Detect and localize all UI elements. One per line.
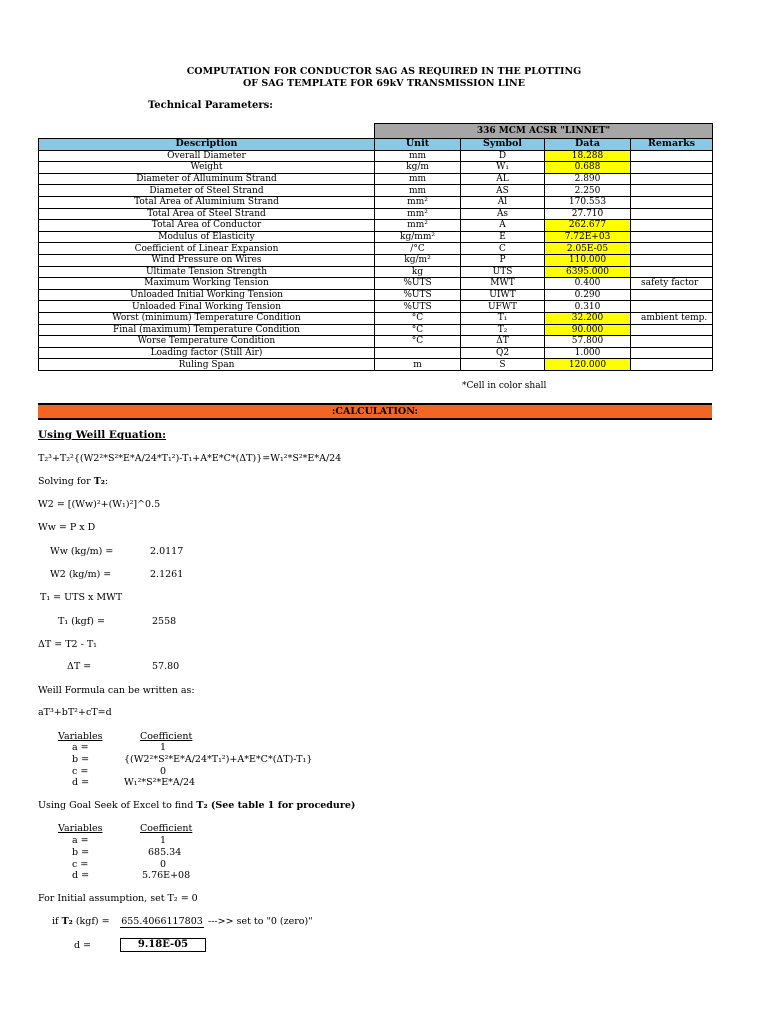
row-remarks — [631, 162, 713, 174]
row-remarks — [631, 254, 713, 266]
t1-value: 2558 — [152, 616, 177, 627]
written-as: Weill Formula can be written as: — [38, 685, 195, 696]
parameters-table — [38, 123, 713, 371]
row-description: Total Area of Steel Strand — [39, 208, 375, 220]
header-data: Data — [545, 139, 631, 151]
row-symbol: AS — [461, 185, 545, 197]
row-data: 120.000 — [545, 359, 631, 371]
table-row — [39, 231, 713, 243]
header-unit: Unit — [375, 139, 461, 151]
t1-var-b: b = — [72, 754, 90, 765]
if-var: T₂ — [61, 916, 73, 927]
row-remarks — [631, 347, 713, 359]
row-description: Overall Diameter — [39, 150, 375, 162]
row-symbol: Al — [461, 196, 545, 208]
conductor-header: 336 MCM ACSR "LINNET" — [375, 124, 713, 139]
weill-equation: T₂³+T₂²{(W2²*S²*E*A/24*T₁²)-T₁+A*E*C*(ΔT)}=W₁²*S²*E*A/24 — [38, 453, 342, 464]
row-description: Unloaded Final Working Tension — [39, 301, 375, 313]
row-unit: kg/m² — [375, 254, 461, 266]
table-row — [39, 301, 713, 313]
row-unit: kg/m — [375, 162, 461, 174]
table-row — [39, 347, 713, 359]
d-value-box: 9.18E-05 — [120, 938, 206, 952]
row-unit: °C — [375, 336, 461, 348]
goal-seek-bold: T₂ (See table 1 for procedure) — [196, 800, 356, 811]
table-row — [39, 278, 713, 290]
row-remarks — [631, 173, 713, 185]
row-data: 1.000 — [545, 347, 631, 359]
row-unit: %UTS — [375, 301, 461, 313]
t1-var-d: d = — [72, 777, 90, 788]
technical-parameters-heading: Technical Parameters: — [148, 100, 273, 111]
row-description: Maximum Working Tension — [39, 278, 375, 290]
t2-col-coefficient: Coefficient — [140, 823, 193, 834]
row-symbol: As — [461, 208, 545, 220]
title-line-1: COMPUTATION FOR CONDUCTOR SAG AS REQUIRED IN THE PLOTTING — [186, 66, 582, 77]
t2-var-a: a = — [72, 835, 89, 846]
row-data: 2.890 — [545, 173, 631, 185]
t1-coef-d: W₁²*S²*E*A/24 — [124, 777, 196, 788]
row-data: 2.05E-05 — [545, 243, 631, 255]
t2-coef-d: 5.76E+08 — [142, 870, 191, 881]
row-description: Total Area of Conductor — [39, 220, 375, 232]
row-symbol: P — [461, 254, 545, 266]
row-unit: /°C — [375, 243, 461, 255]
t1-coef-c: 0 — [160, 766, 167, 777]
row-data: 0.290 — [545, 289, 631, 301]
row-data: 27.710 — [545, 208, 631, 220]
row-symbol: T₁ — [461, 312, 545, 324]
t1-col-coefficient: Coefficient — [140, 731, 193, 742]
row-symbol: ΔT — [461, 336, 545, 348]
row-unit — [375, 347, 461, 359]
row-remarks — [631, 359, 713, 371]
row-description: Unloaded Initial Working Tension — [39, 289, 375, 301]
row-data: 18.288 — [545, 150, 631, 162]
dt-value: 57.80 — [152, 661, 180, 672]
row-description: Ultimate Tension Strength — [39, 266, 375, 278]
title-line-2: OF SAG TEMPLATE FOR 69kV TRANSMISSION LINE — [243, 78, 525, 89]
if-suffix: (kgf) = — [72, 916, 110, 927]
row-remarks — [631, 220, 713, 232]
row-symbol: UFWT — [461, 301, 545, 313]
t1-var-c: c = — [72, 766, 89, 777]
cubic-equation: aT³+bT²+cT=d — [38, 707, 112, 718]
if-prefix: if — [52, 916, 62, 927]
t1-coef-a: 1 — [160, 742, 167, 753]
row-data: 2.250 — [545, 185, 631, 197]
row-data: 110.000 — [545, 254, 631, 266]
table-row — [39, 312, 713, 324]
w2-value: 2.1261 — [150, 569, 184, 580]
t2-coef-c: 0 — [160, 859, 167, 870]
dt-label: ΔT = — [67, 661, 92, 672]
t2-var-d: d = — [72, 870, 90, 881]
row-description: Wind Pressure on Wires — [39, 254, 375, 266]
table-row — [39, 254, 713, 266]
row-remarks — [631, 196, 713, 208]
row-remarks — [631, 185, 713, 197]
t1-formula: T₁ = UTS x MWT — [40, 592, 123, 603]
row-unit: mm — [375, 185, 461, 197]
header-description: Description — [39, 139, 375, 151]
d-label: d = — [74, 940, 92, 951]
ww-formula: Ww = P x D — [38, 522, 96, 533]
row-description: Diameter of Steel Strand — [39, 185, 375, 197]
header-symbol: Symbol — [461, 139, 545, 151]
t2-value: 655.4066117803 — [121, 916, 203, 927]
row-symbol: UIWT — [461, 289, 545, 301]
row-unit: kg/mm² — [375, 231, 461, 243]
table-row — [39, 173, 713, 185]
t2-var-b: b = — [72, 847, 90, 858]
row-data: 262.677 — [545, 220, 631, 232]
table-header-row — [39, 139, 713, 151]
row-unit: mm² — [375, 208, 461, 220]
row-remarks — [631, 208, 713, 220]
solving-line — [38, 476, 108, 487]
row-data: 6395.000 — [545, 266, 631, 278]
row-description: Final (maximum) Temperature Condition — [39, 324, 375, 336]
row-description: Weight — [39, 162, 375, 174]
t2-col-variables: Variables — [58, 823, 103, 834]
weill-heading: Using Weill Equation: — [38, 429, 167, 441]
table-row — [39, 359, 713, 371]
solving-suffix: : — [104, 476, 109, 487]
table-row — [39, 196, 713, 208]
t2-coef-b: 685.34 — [148, 847, 182, 858]
row-symbol: C — [461, 243, 545, 255]
row-description: Worse Temperature Condition — [39, 336, 375, 348]
row-remarks — [631, 243, 713, 255]
row-description: Ruling Span — [39, 359, 375, 371]
calculation-bar: :CALCULATION: — [38, 403, 712, 420]
row-remarks — [631, 266, 713, 278]
table-row — [39, 150, 713, 162]
row-symbol: MWT — [461, 278, 545, 290]
row-data: 0.688 — [545, 162, 631, 174]
table-row — [39, 208, 713, 220]
row-symbol: A — [461, 220, 545, 232]
table-row — [39, 289, 713, 301]
dt-formula: ΔT = T2 - T₁ — [38, 639, 97, 650]
row-remarks: safety factor — [631, 278, 713, 290]
row-data: 0.400 — [545, 278, 631, 290]
row-unit: kg — [375, 266, 461, 278]
row-description: Worst (minimum) Temperature Condition — [39, 312, 375, 324]
row-symbol: UTS — [461, 266, 545, 278]
initial-assumption: For Initial assumption, set T₂ = 0 — [38, 893, 198, 904]
w2-formula: W2 = [(Ww)²+(W₁)²]^0.5 — [38, 499, 161, 510]
row-unit: m — [375, 359, 461, 371]
row-unit: mm² — [375, 196, 461, 208]
row-remarks — [631, 231, 713, 243]
row-unit: °C — [375, 312, 461, 324]
row-description: Diameter of Alluminum Strand — [39, 173, 375, 185]
row-data: 32.200 — [545, 312, 631, 324]
row-unit: mm² — [375, 220, 461, 232]
row-unit: %UTS — [375, 289, 461, 301]
table-row — [39, 185, 713, 197]
t1-col-variables: Variables — [58, 731, 103, 742]
row-symbol: E — [461, 231, 545, 243]
t2-coef-a: 1 — [160, 835, 167, 846]
t1-label: T₁ (kgf) = — [58, 616, 105, 627]
row-remarks — [631, 336, 713, 348]
w2-label: W2 (kg/m) = — [50, 569, 112, 580]
row-remarks — [631, 324, 713, 336]
row-symbol: D — [461, 150, 545, 162]
row-remarks: ambient temp. — [631, 312, 713, 324]
t2-var-c: c = — [72, 859, 89, 870]
color-note: *Cell in color shall — [462, 381, 547, 391]
solving-prefix: Solving for — [38, 476, 94, 487]
table-row — [39, 243, 713, 255]
ww-value: 2.0117 — [150, 546, 184, 557]
table-row — [39, 220, 713, 232]
row-symbol: Q2 — [461, 347, 545, 359]
row-unit: %UTS — [375, 278, 461, 290]
row-unit: mm — [375, 173, 461, 185]
solving-var: T₂ — [93, 476, 105, 487]
row-unit: mm — [375, 150, 461, 162]
row-symbol: S — [461, 359, 545, 371]
ww-label: Ww (kg/m) = — [50, 546, 114, 557]
row-description: Loading factor (Still Air) — [39, 347, 375, 359]
if-t2-line — [52, 916, 110, 927]
t1-var-a: a = — [72, 742, 89, 753]
row-remarks — [631, 289, 713, 301]
row-unit: °C — [375, 324, 461, 336]
table-row — [39, 324, 713, 336]
row-remarks — [631, 301, 713, 313]
goal-seek-line — [38, 800, 355, 811]
row-symbol: W₁ — [461, 162, 545, 174]
row-symbol: AL — [461, 173, 545, 185]
row-data: 7.72E+03 — [545, 231, 631, 243]
row-data: 170.553 — [545, 196, 631, 208]
table-row — [39, 266, 713, 278]
table-row — [39, 336, 713, 348]
row-data: 90.000 — [545, 324, 631, 336]
t1-coef-b: {(W2²*S²*E*A/24*T₁²)+A*E*C*(ΔT)-T₁} — [124, 754, 313, 765]
row-description: Coefficient of Linear Expansion — [39, 243, 375, 255]
set-zero-note: --->> set to "0 (zero)" — [208, 916, 313, 927]
header-remarks: Remarks — [631, 139, 713, 151]
row-description: Total Area of Aluminium Strand — [39, 196, 375, 208]
row-description: Modulus of Elasticity — [39, 231, 375, 243]
goal-seek-prefix: Using Goal Seek of Excel to find — [38, 800, 197, 811]
row-data: 0.310 — [545, 301, 631, 313]
row-symbol: T₂ — [461, 324, 545, 336]
row-data: 57.800 — [545, 336, 631, 348]
row-remarks — [631, 150, 713, 162]
table-row — [39, 162, 713, 174]
